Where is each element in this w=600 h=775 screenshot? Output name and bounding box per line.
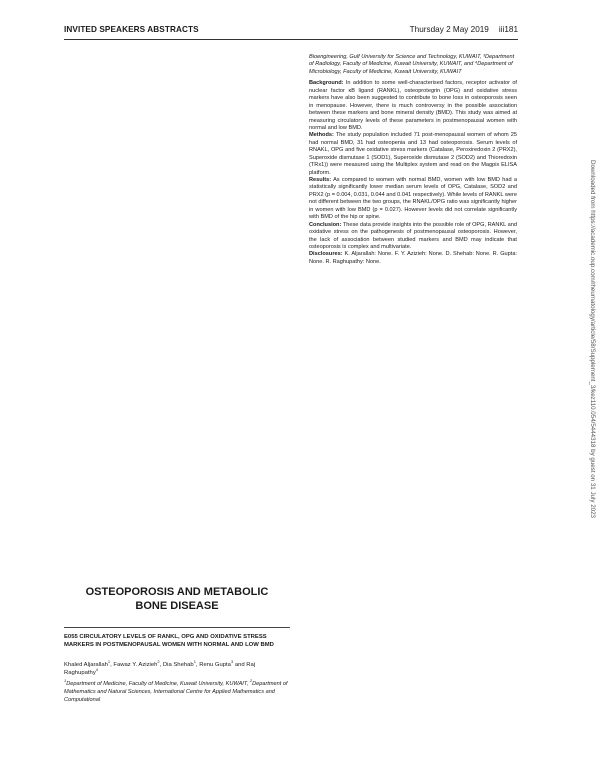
methods-label: Methods: [309, 132, 334, 139]
header-date: Thursday 2 May 2019 [409, 25, 489, 34]
author-name: Khaled Aljarallah [64, 662, 108, 668]
abstract-affiliations [64, 678, 290, 704]
background-label: Background: [309, 80, 344, 87]
header-date-page [400, 25, 518, 34]
conclusion-paragraph [309, 222, 517, 252]
affil-sup: 1 [64, 678, 67, 684]
results-label: Results: [309, 177, 332, 183]
download-watermark-text: Downloaded from https://academic.oup.com/rheumatology/article/58/Supplement_3/kez110.054/5444318 by guest on 31 July 2023 [589, 160, 596, 518]
author-name: and Raj Raghupathy [64, 662, 256, 676]
author-name: , Dia Shehab [159, 662, 194, 668]
author-name: , Renu Gupta [195, 662, 231, 668]
author-name: , Fawaz Y. Azizieh [110, 662, 158, 668]
affiliation-continued: Bioengineering, Gulf University for Science and Technology, KUWAIT, ³Department of Radiology, Faculty of Medicine, Kuwait University, KUWAIT, and ⁴Department of Microbiology, Faculty of Medicine, Kuwait University, KUWAIT [309, 54, 515, 75]
author-sup: 1 [107, 659, 111, 665]
journal-section-label: INVITED SPEAKERS ABSTRACTS [64, 25, 199, 34]
disclosures-paragraph [309, 251, 517, 266]
affil-text: Department of Mathematics and Natural Sciences, International Centre for Applied Mathematics and Computational [64, 681, 288, 703]
results-text: As compared to women with normal BMD, women with low BMD had a statistically significantly lower median serum levels of OPG, Catalase, SOD2 and PRX2 (p = 0.004, 0.031, 0.044 and 0.041 respectively). While levels of RANKL were not different between the two groups, the RNAKL/OPG ratio was significantly higher in women with low BMD (p = 0.027). However levels did not correlate significantly with BMD of the hip or spine. [309, 177, 517, 221]
right-column [309, 54, 517, 266]
author-sup: 2 [157, 659, 160, 665]
affil-sup: 2 [249, 678, 253, 684]
section-heading-rule [64, 627, 290, 628]
background-text: In addition to some well-characterised factors, receptor activator of nuclear factor κB ligand (RANKL), osteoprotegrin (OPG) and oxidative stress markers have also been suggested to contribute to bone loss in osteoporosis seen in menopause. However, there is much controversy in the possible association between these markers and bone mineral density (BMD). This study was aimed at measuring circulatory levels of these parameters in postmenopausal women with normal and low BMD. [309, 80, 517, 131]
author-sup: 1 [193, 659, 196, 665]
disclosures-text: K. Aljarallah: None. F. Y. Azizieh: None. D. Shehab: None. R. Gupta: None. R. Raghupathy: None. [309, 251, 517, 265]
background-paragraph [309, 80, 517, 132]
author-sup: 3 [230, 659, 234, 665]
methods-paragraph [309, 132, 517, 177]
page-number: iii181 [498, 25, 518, 34]
affil-text: Department of Medicine, Faculty of Medicine, Kuwait University, KUWAIT, [66, 681, 250, 687]
author-sup: 4 [95, 667, 99, 672]
disclosures-label: Disclosures: [309, 251, 343, 258]
section-heading [64, 585, 290, 614]
section-heading-line2: BONE DISEASE [135, 600, 219, 613]
section-heading-line1: OSTEOPOROSIS AND METABOLIC [85, 586, 269, 598]
conclusion-text: These data provide insights into the possible role of OPG, RANKL and oxidative stress on the pathogenesis of postmenopausal osteoporosis. However, the lack of association between studied markers and BMD may indicate that osteoporosis is complex and multivariate. [309, 221, 517, 250]
abstract-title: E055 CIRCULATORY LEVELS OF RANKL, OPG AND OXIDATIVE STRESS MARKERS IN POSTMENOPAUSAL WOMEN WITH NORMAL AND LOW BMD [64, 634, 274, 648]
header-rule [64, 39, 518, 40]
results-paragraph [309, 177, 517, 222]
abstract-authors [64, 659, 290, 678]
download-watermark [588, 160, 596, 640]
conclusion-label: Conclusion: [309, 221, 342, 228]
methods-text: The study population included 71 post-menopausal women of whom 25 had normal BMD, 31 had osteopenia and 13 had osteoporosis. Serum levels of RNAKL, OPG and five oxidative stress markers (Catalase, Peroxiredoxin 2 (PRX2), Superoxide dismutase 1 (SOD1), Superoxide dismutase 2 (SOD2) and Thioredoxin (TRx1)) were measured using the Multiplex system and read on the Magpix ELISA platform. [309, 132, 517, 176]
